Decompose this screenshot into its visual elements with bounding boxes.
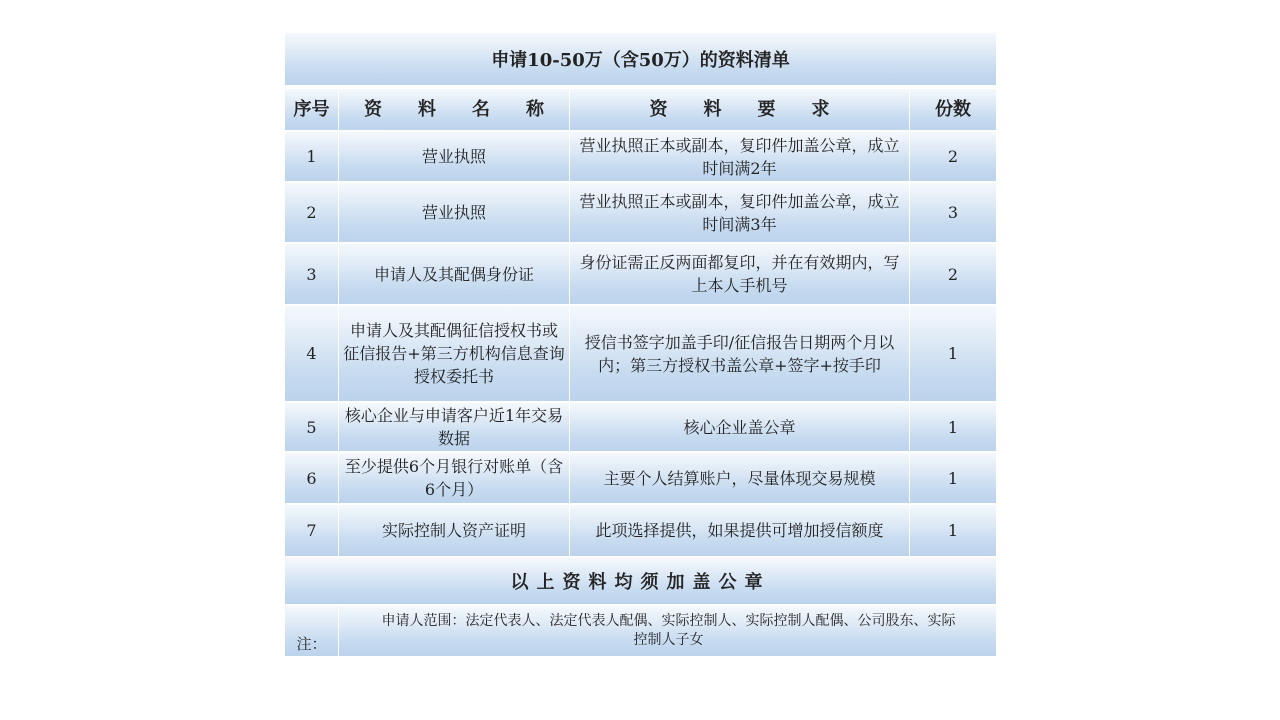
row-copies: 1 (947, 468, 959, 488)
row-name: 实际控制人资产证明 (339, 505, 570, 556)
row-name: 营业执照 (339, 132, 570, 181)
row-requirement: 营业执照正本或副本，复印件加盖公章，成立时间满2年 (570, 132, 910, 181)
row-requirement: 主要个人结算账户，尽量体现交易规模 (570, 453, 910, 503)
document-sheet (285, 33, 996, 656)
row-requirement: 此项选择提供，如果提供可增加授信额度 (570, 505, 910, 556)
row-copies: 2 (947, 147, 959, 166)
table-row (285, 505, 996, 558)
note-row (285, 604, 996, 656)
row-name: 营业执照 (339, 183, 570, 242)
row-name: 申请人及其配偶征信授权书或征信报告+第三方机构信息查询授权委托书 (339, 306, 570, 401)
row-requirement: 授信书签字加盖手印/征信报告日期两个月以内；第三方授权书盖公章+签字+按手印 (570, 306, 910, 401)
row-copies: 1 (947, 521, 959, 540)
row-copies: 3 (947, 203, 959, 222)
table-row (285, 132, 996, 183)
row-name: 申请人及其配偶身份证 (339, 244, 570, 304)
table-row (285, 453, 996, 505)
row-name: 核心企业与申请客户近1年交易数据 (339, 403, 570, 451)
row-requirement: 营业执照正本或副本，复印件加盖公章，成立时间满3年 (570, 183, 910, 242)
header-copies: 份数 (935, 99, 971, 120)
row-index: 2 (285, 183, 339, 242)
table-header-row (285, 85, 996, 132)
note-line-1: 申请人范围：法定代表人、法定代表人配偶、实际控制人、实际控制人配偶、公司股东、实际 (381, 613, 956, 629)
row-index: 7 (285, 505, 339, 556)
row-index: 3 (285, 244, 339, 304)
row-index: 6 (285, 453, 339, 503)
row-name: 至少提供6个月银行对账单（含6个月） (339, 453, 570, 503)
table-row (285, 183, 996, 244)
table-row (285, 403, 996, 453)
table-row (285, 244, 996, 306)
note-line-2: 控制人子女 (633, 632, 704, 648)
row-index: 4 (285, 306, 339, 401)
footer-title: 以上资料均须加盖公章 (285, 558, 996, 604)
note-label: 注： (285, 606, 339, 656)
row-copies: 1 (947, 344, 959, 363)
table-row (285, 306, 996, 403)
row-copies: 1 (947, 417, 959, 437)
row-copies: 2 (947, 264, 959, 284)
row-requirement: 身份证需正反两面都复印，并在有效期内，写上本人手机号 (570, 244, 910, 304)
sheet-title: 申请10-50万（含50万）的资料清单 (285, 33, 996, 85)
note-text (339, 606, 996, 656)
row-index: 1 (285, 132, 339, 181)
header-requirement: 资 料 要 求 (570, 89, 910, 130)
row-requirement: 核心企业盖公章 (570, 403, 910, 451)
row-index: 5 (285, 403, 339, 451)
header-index: 序号 (285, 89, 339, 130)
header-name: 资 料 名 称 (339, 89, 570, 130)
